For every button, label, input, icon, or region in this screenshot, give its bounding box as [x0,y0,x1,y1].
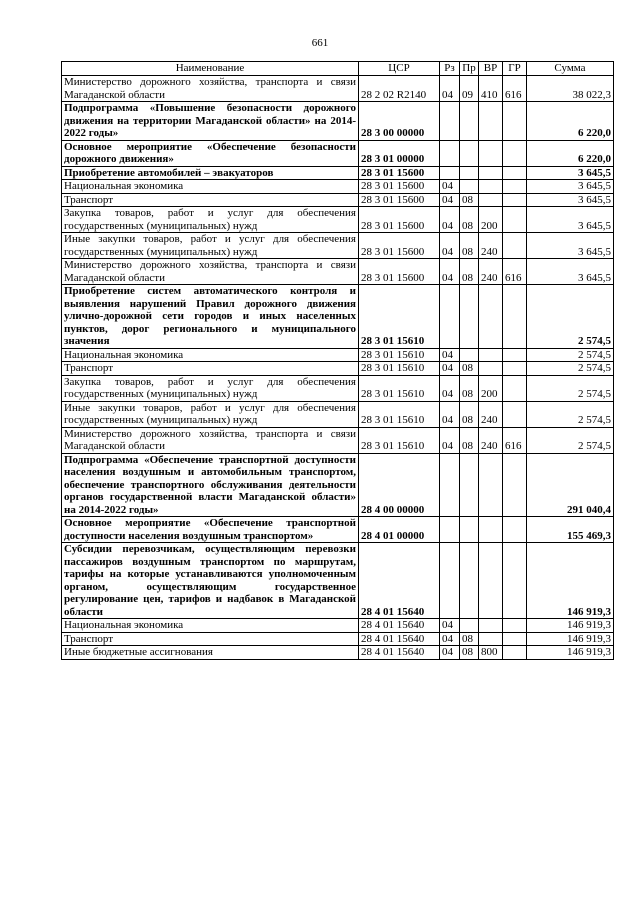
cell-gr [503,543,527,619]
cell-sum: 2 574,5 [527,285,614,349]
cell-sum: 3 645,5 [527,207,614,233]
table-row [62,180,614,194]
cell-pr [460,166,479,180]
cell-gr [503,140,527,166]
cell-sum: 291 040,4 [527,453,614,517]
cell-sum: 146 919,3 [527,543,614,619]
cell-name: Иные закупки товаров, работ и услуг для обеспечения государственных (муниципальных) нужд [62,233,359,259]
cell-name: Иные закупки товаров, работ и услуг для обеспечения государственных (муниципальных) нужд [62,401,359,427]
cell-name: Приобретение систем автоматического контроля и выявления нарушений Правил дорожного движения улично-дорожной сети городов и иных населенных пунктов, дорог регионального и муниципального значения [62,285,359,349]
cell-gr [503,646,527,660]
cell-pr [460,180,479,194]
cell-vr: 240 [479,233,503,259]
cell-sum: 146 919,3 [527,646,614,660]
cell-name: Основное мероприятие «Обеспечение безопасности дорожного движения» [62,140,359,166]
cell-rz [440,543,460,619]
cell-csr: 28 4 01 15640 [359,646,440,660]
cell-rz: 04 [440,427,460,453]
cell-csr: 28 3 01 15600 [359,233,440,259]
cell-rz: 04 [440,401,460,427]
cell-name: Иные бюджетные ассигнования [62,646,359,660]
cell-name: Основное мероприятие «Обеспечение транспортной доступности населения воздушным транспортом» [62,517,359,543]
cell-vr [479,517,503,543]
cell-gr [503,619,527,633]
cell-csr: 28 3 01 15600 [359,259,440,285]
table-row [62,453,614,517]
cell-sum: 3 645,5 [527,166,614,180]
cell-csr: 28 4 00 00000 [359,453,440,517]
cell-sum: 2 574,5 [527,362,614,376]
header-pr: Пр [460,62,479,76]
cell-csr: 28 3 01 15600 [359,180,440,194]
cell-pr: 08 [460,632,479,646]
cell-rz: 04 [440,619,460,633]
cell-rz: 04 [440,193,460,207]
table-body [62,76,614,660]
cell-sum: 2 574,5 [527,401,614,427]
cell-csr: 28 3 01 15600 [359,207,440,233]
cell-rz: 04 [440,207,460,233]
cell-csr: 28 3 01 15610 [359,348,440,362]
cell-pr: 08 [460,207,479,233]
table-row [62,259,614,285]
cell-sum: 2 574,5 [527,348,614,362]
cell-gr [503,517,527,543]
cell-pr: 08 [460,646,479,660]
cell-pr [460,543,479,619]
cell-csr: 28 3 01 15610 [359,401,440,427]
cell-csr: 28 4 01 00000 [359,517,440,543]
cell-pr [460,348,479,362]
cell-pr: 08 [460,427,479,453]
table-row [62,285,614,349]
cell-rz: 04 [440,233,460,259]
cell-rz [440,453,460,517]
cell-vr [479,362,503,376]
cell-vr: 240 [479,427,503,453]
cell-pr: 08 [460,233,479,259]
cell-rz: 04 [440,632,460,646]
cell-name: Закупка товаров, работ и услуг для обеспечения государственных (муниципальных) нужд [62,375,359,401]
page-number: 661 [311,37,329,49]
cell-rz [440,102,460,141]
table-row [62,517,614,543]
cell-name: Закупка товаров, работ и услуг для обеспечения государственных (муниципальных) нужд [62,207,359,233]
table-row [62,193,614,207]
header-sum: Сумма [527,62,614,76]
header-rz: Рз [440,62,460,76]
table-row [62,348,614,362]
cell-csr: 28 3 01 15610 [359,427,440,453]
cell-vr [479,285,503,349]
cell-csr: 28 3 01 15610 [359,375,440,401]
cell-vr [479,193,503,207]
cell-sum: 2 574,5 [527,375,614,401]
cell-csr: 28 3 00 00000 [359,102,440,141]
cell-vr [479,180,503,194]
cell-sum: 38 022,3 [527,76,614,102]
table-row [62,646,614,660]
budget-table [61,61,614,660]
cell-name: Национальная экономика [62,180,359,194]
cell-pr [460,285,479,349]
table-row [62,233,614,259]
cell-vr [479,140,503,166]
table-row [62,140,614,166]
cell-rz: 04 [440,259,460,285]
cell-pr: 08 [460,259,479,285]
cell-rz: 04 [440,76,460,102]
cell-gr [503,401,527,427]
cell-sum: 3 645,5 [527,233,614,259]
cell-gr [503,348,527,362]
cell-name: Транспорт [62,362,359,376]
table-row [62,76,614,102]
cell-gr: 616 [503,76,527,102]
cell-csr: 28 3 01 00000 [359,140,440,166]
cell-gr [503,102,527,141]
table-row [62,619,614,633]
cell-pr: 08 [460,193,479,207]
cell-gr: 616 [503,427,527,453]
cell-gr [503,632,527,646]
cell-csr: 28 4 01 15640 [359,632,440,646]
cell-sum: 155 469,3 [527,517,614,543]
table-row [62,632,614,646]
table-row [62,207,614,233]
cell-vr [479,166,503,180]
cell-gr [503,233,527,259]
cell-name: Подпрограмма «Обеспечение транспортной доступности населения воздушным и автомобильным транспортом, обеспечение транспортного обслуживания деятельности органов государственной власти Магаданской области» на 2014-2022 годы» [62,453,359,517]
cell-vr: 200 [479,375,503,401]
cell-vr [479,543,503,619]
cell-gr: 616 [503,259,527,285]
cell-vr: 410 [479,76,503,102]
cell-rz [440,285,460,349]
cell-pr [460,102,479,141]
table-row [62,543,614,619]
header-name: Наименование [62,62,359,76]
cell-vr: 200 [479,207,503,233]
cell-rz: 04 [440,348,460,362]
cell-gr [503,193,527,207]
cell-pr: 08 [460,375,479,401]
cell-csr: 28 3 01 15600 [359,166,440,180]
cell-vr: 240 [479,259,503,285]
header-vr: ВР [479,62,503,76]
cell-rz [440,140,460,166]
cell-vr: 240 [479,401,503,427]
cell-name: Субсидии перевозчикам, осуществляющим перевозки пассажиров воздушным транспортом по маршрутам, тарифы на которые устанавливаются уполномоченным органом, осуществляющим государственное регулирование цен, тарифов и надбавок в Магаданской области [62,543,359,619]
cell-pr [460,140,479,166]
cell-rz: 04 [440,646,460,660]
table-row [62,362,614,376]
cell-sum: 6 220,0 [527,102,614,141]
cell-pr: 08 [460,401,479,427]
cell-vr [479,632,503,646]
cell-vr [479,453,503,517]
cell-name: Национальная экономика [62,348,359,362]
cell-gr [503,362,527,376]
cell-rz: 04 [440,180,460,194]
cell-gr [503,375,527,401]
cell-rz [440,166,460,180]
cell-sum: 6 220,0 [527,140,614,166]
cell-csr: 28 3 01 15610 [359,285,440,349]
header-csr: ЦСР [359,62,440,76]
cell-vr [479,348,503,362]
cell-name: Министерство дорожного хозяйства, транспорта и связи Магаданской области [62,76,359,102]
table-header-row [62,62,614,76]
table-row [62,102,614,141]
cell-vr [479,619,503,633]
cell-pr: 09 [460,76,479,102]
cell-gr [503,207,527,233]
cell-pr [460,619,479,633]
cell-gr [503,453,527,517]
cell-gr [503,166,527,180]
cell-csr: 28 4 01 15640 [359,543,440,619]
cell-gr [503,285,527,349]
cell-rz: 04 [440,375,460,401]
cell-rz: 04 [440,362,460,376]
cell-gr [503,180,527,194]
header-gr: ГР [503,62,527,76]
cell-sum: 146 919,3 [527,632,614,646]
cell-rz [440,517,460,543]
cell-pr [460,517,479,543]
cell-name: Национальная экономика [62,619,359,633]
cell-csr: 28 2 02 R2140 [359,76,440,102]
cell-name: Транспорт [62,193,359,207]
cell-sum: 3 645,5 [527,180,614,194]
table-row [62,375,614,401]
cell-vr [479,102,503,141]
table-row [62,427,614,453]
cell-pr [460,453,479,517]
cell-sum: 2 574,5 [527,427,614,453]
cell-name: Транспорт [62,632,359,646]
cell-vr: 800 [479,646,503,660]
table-row [62,166,614,180]
cell-csr: 28 3 01 15610 [359,362,440,376]
cell-name: Министерство дорожного хозяйства, транспорта и связи Магаданской области [62,427,359,453]
cell-name: Приобретение автомобилей – эвакуаторов [62,166,359,180]
cell-csr: 28 4 01 15640 [359,619,440,633]
cell-name: Подпрограмма «Повышение безопасности дорожного движения на территории Магаданской области» на 2014-2022 годы» [62,102,359,141]
cell-pr: 08 [460,362,479,376]
cell-csr: 28 3 01 15600 [359,193,440,207]
cell-sum: 3 645,5 [527,193,614,207]
cell-sum: 3 645,5 [527,259,614,285]
cell-name: Министерство дорожного хозяйства, транспорта и связи Магаданской области [62,259,359,285]
cell-sum: 146 919,3 [527,619,614,633]
table-row [62,401,614,427]
